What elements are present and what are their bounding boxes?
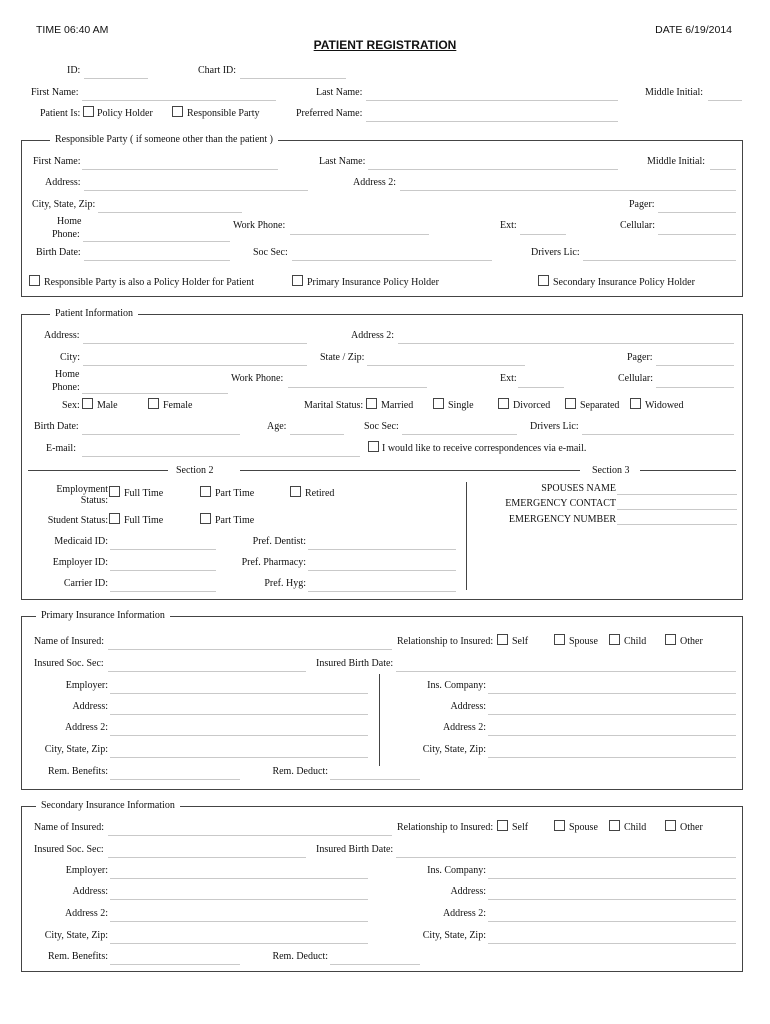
rp-ext-field[interactable] — [520, 234, 566, 235]
pi-home-phone-field[interactable] — [82, 393, 228, 394]
rp-middle-initial-label: Middle Initial: — [647, 156, 706, 167]
pi-state-zip-field[interactable] — [367, 365, 525, 366]
email-pref-label: I would like to receive correspondences via e-mail. — [382, 443, 587, 454]
preferred-name-label: Preferred Name: — [296, 108, 363, 119]
rp-policy-holder-checkbox[interactable] — [29, 275, 40, 286]
student-full-time-label: Full Time — [124, 515, 164, 526]
p-insured-bd-label: Insured Birth Date: — [316, 658, 394, 669]
s-ins-address2-label: Address 2: — [442, 908, 486, 919]
p-employer-field[interactable] — [110, 693, 368, 694]
s-rem-deduct-field[interactable] — [330, 964, 420, 965]
employer-id-field[interactable] — [110, 570, 216, 571]
responsible-party-checkbox[interactable] — [172, 106, 183, 117]
employment-full-time-label: Full Time — [124, 488, 164, 499]
s-ins-company-field[interactable] — [488, 878, 736, 879]
rp-first-name-field[interactable] — [82, 169, 278, 170]
medicaid-label: Medicaid ID: — [54, 536, 108, 547]
pi-phone-label: Phone: — [52, 382, 80, 393]
rp-policy-holder-label: Responsible Party is also a Policy Holder for Patient — [44, 277, 254, 288]
retired-label: Retired — [305, 488, 335, 499]
pi-home-label: Home — [55, 369, 80, 380]
employment-part-time-label: Part Time — [215, 488, 255, 499]
patient-info-title: Patient Information — [50, 308, 138, 319]
last-name-field[interactable] — [366, 100, 618, 101]
middle-initial-label: Middle Initial: — [645, 87, 704, 98]
s-other-checkbox[interactable] — [665, 820, 676, 831]
rp-last-name-field[interactable] — [368, 169, 618, 170]
pref-dentist-field[interactable] — [308, 549, 456, 550]
secondary-holder-label: Secondary Insurance Policy Holder — [553, 277, 695, 288]
p-ins-address2-field[interactable] — [488, 735, 736, 736]
retired-checkbox[interactable] — [290, 486, 301, 497]
s-rem-benefits-label: Rem. Benefits: — [48, 951, 108, 962]
pi-ext-label: Ext: — [500, 373, 517, 384]
rp-home-phone-field[interactable] — [83, 241, 230, 242]
medicaid-field[interactable] — [110, 549, 216, 550]
first-name-label: First Name: — [31, 87, 79, 98]
rp-pager-field[interactable] — [658, 212, 736, 213]
secondary-holder-checkbox[interactable] — [538, 275, 549, 286]
email-label: E-mail: — [46, 443, 76, 454]
s-address-field[interactable] — [110, 899, 368, 900]
s-address-label: Address: — [72, 886, 108, 897]
emergency-contact-field[interactable] — [617, 509, 737, 510]
s-city-field[interactable] — [110, 943, 368, 944]
spouses-name-label: SPOUSES NAME — [541, 483, 616, 494]
divorced-label: Divorced — [513, 400, 551, 411]
s-ins-address-label: Address: — [450, 886, 486, 897]
p-split-line — [379, 674, 380, 766]
id-label: ID: — [67, 65, 81, 76]
pi-address-field[interactable] — [83, 343, 307, 344]
primary-insurance-title: Primary Insurance Information — [36, 610, 170, 621]
carrier-id-label: Carrier ID: — [63, 578, 108, 589]
pref-pharmacy-label: Pref. Pharmacy: — [241, 557, 306, 568]
p-self-label: Self — [512, 636, 529, 647]
page-title: PATIENT REGISTRATION — [313, 38, 457, 52]
s-ins-city-label: City, State, Zip: — [422, 930, 486, 941]
emergency-number-field[interactable] — [617, 524, 737, 525]
p-ins-address-label: Address: — [450, 701, 486, 712]
p-rem-deduct-field[interactable] — [330, 779, 420, 780]
s-employer-label: Employer: — [65, 865, 108, 876]
section2-title: Section 2 — [176, 465, 214, 476]
s-ins-address-field[interactable] — [488, 899, 736, 900]
female-checkbox[interactable] — [148, 398, 159, 409]
s-city-label: City, State, Zip: — [44, 930, 108, 941]
single-label: Single — [448, 400, 474, 411]
p-rem-deduct-label: Rem. Deduct: — [272, 766, 328, 777]
rp-pager-label: Pager: — [629, 199, 655, 210]
employment-label: Employment — [56, 484, 108, 495]
s-address2-label: Address 2: — [64, 908, 108, 919]
p-address2-label: Address 2: — [64, 722, 108, 733]
time-label: TIME 06:40 AM — [36, 24, 109, 36]
s-ins-address2-field[interactable] — [488, 921, 736, 922]
male-checkbox[interactable] — [82, 398, 93, 409]
s-other-label: Other — [680, 822, 703, 833]
policy-holder-label: Policy Holder — [97, 108, 153, 119]
pi-birth-date-field[interactable] — [82, 434, 240, 435]
employer-id-label: Employer ID: — [52, 557, 108, 568]
s-insured-ss-field[interactable] — [108, 857, 306, 858]
s-insured-bd-field[interactable] — [396, 857, 736, 858]
p-ins-address-field[interactable] — [488, 714, 736, 715]
s-rem-deduct-label: Rem. Deduct: — [272, 951, 328, 962]
first-name-field[interactable] — [82, 100, 276, 101]
secondary-insurance-title: Secondary Insurance Information — [36, 800, 180, 811]
pi-age-field[interactable] — [290, 434, 344, 435]
employment-full-time-checkbox[interactable] — [109, 486, 120, 497]
pi-drivers-lic-label: Drivers Lic: — [530, 421, 579, 432]
pi-drivers-lic-field[interactable] — [582, 434, 734, 435]
p-spouse-label: Spouse — [569, 636, 598, 647]
separated-checkbox[interactable] — [565, 398, 576, 409]
p-insured-ss-label: Insured Soc. Sec: — [34, 658, 104, 669]
p-ins-city-label: City, State, Zip: — [422, 744, 486, 755]
rp-home-label: Home — [57, 216, 82, 227]
single-checkbox[interactable] — [433, 398, 444, 409]
p-spouse-checkbox[interactable] — [554, 634, 565, 645]
pref-pharmacy-field[interactable] — [308, 570, 456, 571]
s-address2-field[interactable] — [110, 921, 368, 922]
pref-hyg-field[interactable] — [308, 591, 456, 592]
pi-birth-date-label: Birth Date: — [34, 421, 79, 432]
p-name-insured-label: Name of Insured: — [34, 636, 104, 647]
responsible-party-label: Responsible Party — [187, 108, 260, 119]
p-other-checkbox[interactable] — [665, 634, 676, 645]
s-ins-company-label: Ins. Company: — [427, 865, 486, 876]
pi-soc-sec-label: Soc Sec: — [364, 421, 399, 432]
pi-cellular-field[interactable] — [656, 387, 734, 388]
p-address-field[interactable] — [110, 714, 368, 715]
section2-divider-right — [240, 470, 580, 471]
married-checkbox[interactable] — [366, 398, 377, 409]
marital-status-label: Marital Status: — [304, 400, 364, 411]
p-address2-field[interactable] — [110, 735, 368, 736]
s-spouse-label: Spouse — [569, 822, 598, 833]
rp-work-phone-label: Work Phone: — [233, 220, 286, 231]
rp-soc-sec-field[interactable] — [292, 260, 492, 261]
s-rem-benefits-field[interactable] — [110, 964, 240, 965]
p-employer-label: Employer: — [65, 680, 108, 691]
rp-city-field[interactable] — [98, 212, 242, 213]
pi-work-phone-field[interactable] — [288, 387, 427, 388]
employment-status-label: Status: — [80, 495, 108, 506]
p-self-checkbox[interactable] — [497, 634, 508, 645]
section-split-line — [466, 482, 467, 590]
male-label: Male — [97, 400, 118, 411]
pi-ext-field[interactable] — [518, 387, 564, 388]
id-field[interactable] — [84, 78, 148, 79]
chart-id-label: Chart ID: — [198, 65, 237, 76]
p-rem-benefits-field[interactable] — [110, 779, 240, 780]
widowed-label: Widowed — [645, 400, 684, 411]
p-insured-bd-field[interactable] — [396, 671, 736, 672]
student-part-time-label: Part Time — [215, 515, 255, 526]
middle-initial-field[interactable] — [708, 100, 742, 101]
student-full-time-checkbox[interactable] — [109, 513, 120, 524]
rp-last-name-label: Last Name: — [319, 156, 366, 167]
p-city-field[interactable] — [110, 757, 368, 758]
rp-drivers-lic-field[interactable] — [583, 260, 736, 261]
rp-first-name-label: First Name: — [33, 156, 81, 167]
section3-divider-right — [640, 470, 736, 471]
rp-address2-label: Address 2: — [353, 177, 397, 188]
chart-id-field[interactable] — [240, 78, 346, 79]
separated-label: Separated — [580, 400, 620, 411]
patient-is-label: Patient Is: — [40, 108, 81, 119]
spouses-name-field[interactable] — [617, 494, 737, 495]
p-ins-city-field[interactable] — [488, 757, 736, 758]
section2-divider-left — [28, 470, 168, 471]
female-label: Female — [163, 400, 193, 411]
rp-drivers-lic-label: Drivers Lic: — [531, 247, 580, 258]
pi-city-label: City: — [60, 352, 81, 363]
rp-cellular-field[interactable] — [658, 234, 736, 235]
s-name-insured-field[interactable] — [108, 835, 392, 836]
p-ins-company-label: Ins. Company: — [427, 680, 486, 691]
student-part-time-checkbox[interactable] — [200, 513, 211, 524]
rp-cellular-label: Cellular: — [620, 220, 655, 231]
pi-soc-sec-field[interactable] — [402, 434, 517, 435]
sex-label: Sex: — [62, 400, 80, 411]
widowed-checkbox[interactable] — [630, 398, 641, 409]
p-name-insured-field[interactable] — [108, 649, 392, 650]
s-child-checkbox[interactable] — [609, 820, 620, 831]
responsible-party-title: Responsible Party ( if someone other than the patient ) — [50, 134, 278, 145]
rp-address-field[interactable] — [84, 190, 308, 191]
last-name-label: Last Name: — [316, 87, 363, 98]
date-label: DATE 6/19/2014 — [655, 24, 732, 36]
pi-state-zip-label: State / Zip: — [320, 352, 365, 363]
pi-age-label: Age: — [267, 421, 287, 432]
s-insured-bd-label: Insured Birth Date: — [316, 844, 394, 855]
rp-work-phone-field[interactable] — [290, 234, 429, 235]
pi-city-field[interactable] — [83, 365, 307, 366]
rp-middle-initial-field[interactable] — [710, 169, 736, 170]
rp-address2-field[interactable] — [400, 190, 736, 191]
s-insured-ss-label: Insured Soc. Sec: — [34, 844, 104, 855]
section3-title: Section 3 — [592, 465, 630, 476]
rp-birth-date-field[interactable] — [84, 260, 230, 261]
rp-soc-sec-label: Soc Sec: — [253, 247, 288, 258]
preferred-name-field[interactable] — [366, 121, 618, 122]
divorced-checkbox[interactable] — [498, 398, 509, 409]
employment-part-time-checkbox[interactable] — [200, 486, 211, 497]
p-child-label: Child — [624, 636, 647, 647]
s-spouse-checkbox[interactable] — [554, 820, 565, 831]
p-city-label: City, State, Zip: — [44, 744, 108, 755]
s-employer-field[interactable] — [110, 878, 368, 879]
pi-pager-field[interactable] — [656, 365, 734, 366]
pi-address2-label: Address 2: — [351, 330, 395, 341]
p-child-checkbox[interactable] — [609, 634, 620, 645]
p-insured-ss-field[interactable] — [108, 671, 306, 672]
emergency-number-label: EMERGENCY NUMBER — [508, 514, 616, 525]
rp-address-label: Address: — [45, 177, 81, 188]
email-field[interactable] — [82, 456, 360, 457]
p-other-label: Other — [680, 636, 703, 647]
rp-phone-label: Phone: — [52, 229, 80, 240]
p-rem-benefits-label: Rem. Benefits: — [48, 766, 108, 777]
pi-address-label: Address: — [44, 330, 80, 341]
s-relationship-label: Relationship to Insured: — [397, 822, 494, 833]
pi-work-phone-label: Work Phone: — [231, 373, 284, 384]
primary-holder-label: Primary Insurance Policy Holder — [307, 277, 439, 288]
p-ins-company-field[interactable] — [488, 693, 736, 694]
rp-city-label: City, State, Zip: — [32, 199, 96, 210]
pi-cellular-label: Cellular: — [618, 373, 653, 384]
pref-hyg-label: Pref. Hyg: — [264, 578, 306, 589]
emergency-contact-label: EMERGENCY CONTACT — [505, 498, 616, 509]
p-relationship-label: Relationship to Insured: — [397, 636, 494, 647]
policy-holder-checkbox[interactable] — [83, 106, 94, 117]
pref-dentist-label: Pref. Dentist: — [252, 536, 306, 547]
primary-holder-checkbox[interactable] — [292, 275, 303, 286]
s-name-insured-label: Name of Insured: — [34, 822, 104, 833]
s-child-label: Child — [624, 822, 647, 833]
rp-birth-date-label: Birth Date: — [36, 247, 81, 258]
married-label: Married — [381, 400, 414, 411]
s-self-checkbox[interactable] — [497, 820, 508, 831]
student-status-label: Student Status: — [47, 515, 108, 526]
email-pref-checkbox[interactable] — [368, 441, 379, 452]
s-ins-city-field[interactable] — [488, 943, 736, 944]
responsible-party-section — [21, 140, 743, 297]
carrier-id-field[interactable] — [110, 591, 216, 592]
rp-ext-label: Ext: — [500, 220, 517, 231]
pi-address2-field[interactable] — [398, 343, 734, 344]
pi-pager-label: Pager: — [627, 352, 653, 363]
s-self-label: Self — [512, 822, 529, 833]
p-ins-address2-label: Address 2: — [442, 722, 486, 733]
p-address-label: Address: — [72, 701, 108, 712]
